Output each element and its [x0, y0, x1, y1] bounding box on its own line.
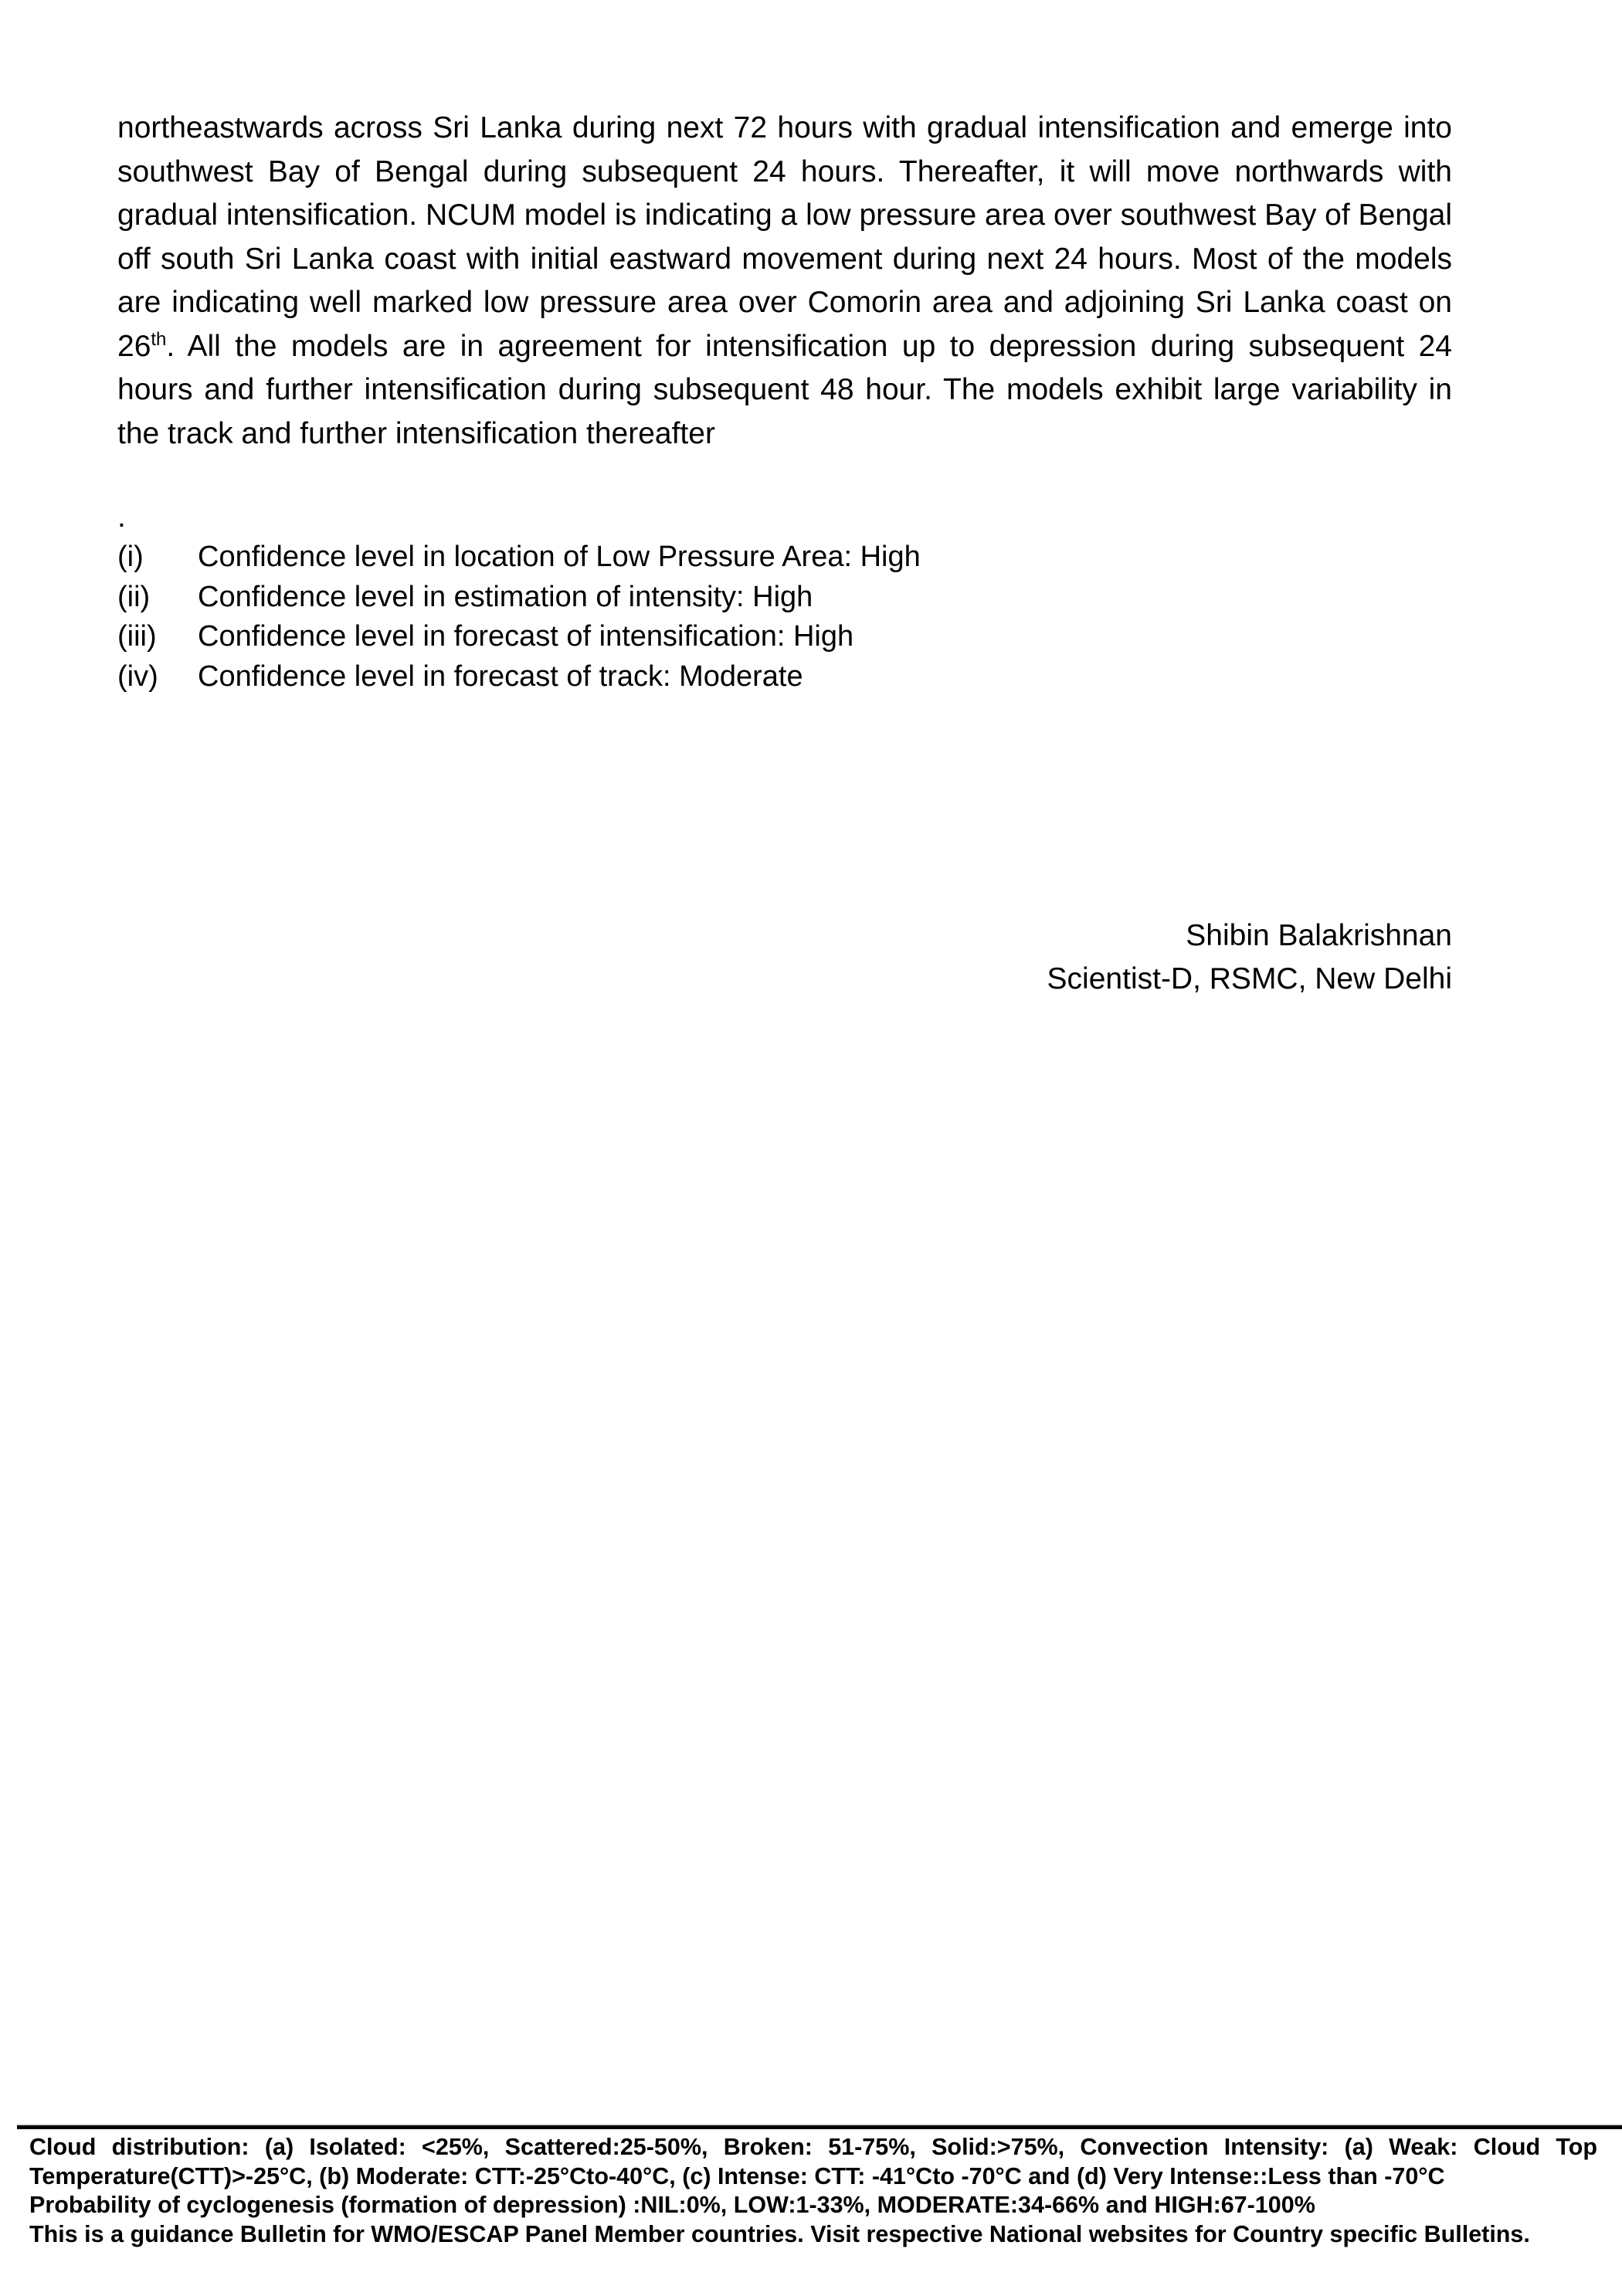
confidence-item — [117, 617, 921, 657]
footer-divider — [17, 2125, 1622, 2129]
forecast-discussion-paragraph — [117, 107, 1452, 456]
confidence-item-number: (ii) — [117, 580, 151, 613]
signatory-designation: Scientist-D, RSMC, New Delhi — [1047, 962, 1452, 995]
confidence-item-text: Confidence level in forecast of intensification: High — [198, 620, 854, 653]
confidence-item-text: Confidence level in estimation of intensity: High — [198, 580, 813, 613]
confidence-item-text: Confidence level in forecast of track: Moderate — [198, 660, 803, 693]
confidence-level-list — [117, 538, 921, 697]
confidence-item-number: (iv) — [117, 660, 158, 693]
paragraph-text-part1: northeastwards across Sri Lanka during next 72 hours with gradual intensification and emerge into southwest Bay of Bengal during subsequent 24 hours. Thereafter, it will move northwards with gradual intensification. NCUM model is indicating a low pressure area over southwest Bay of Bengal off south Sri Lanka coast with initial eastward movement during next 24 hours. Most of the models are indicating well marked low pressure area over Comorin area and adjoining Sri Lanka coast on 26 — [117, 111, 1452, 363]
footer-cyclogenesis-note: Probability of cyclogenesis (formation of depression) :NIL:0%, LOW:1-33%, MODERATE:34-66% and HIGH:67-100% — [29, 2192, 1315, 2218]
footer-guidance-note: This is a guidance Bulletin for WMO/ESCAP Panel Member countries. Visit respective National websites for Country specific Bulletins. — [29, 2220, 1530, 2247]
footer-notes — [29, 2133, 1597, 2249]
paragraph-text-part2: . All the models are in agreement for intensification up to depression during subsequent 24 hours and further intensification during subsequent 48 hour. The models exhibit large variability in the track and further intensification thereafter — [117, 329, 1452, 450]
ordinal-suffix: th — [151, 328, 167, 350]
confidence-item-text: Confidence level in location of Low Pressure Area: High — [198, 541, 921, 573]
confidence-item — [117, 538, 921, 578]
signature-block — [1047, 914, 1452, 1001]
signatory-name: Shibin Balakrishnan — [1186, 919, 1452, 952]
confidence-item — [117, 578, 921, 618]
confidence-item-number: (iii) — [117, 620, 157, 653]
confidence-item — [117, 657, 921, 697]
stray-period: . — [117, 500, 126, 534]
footer-cloud-convection-note: Cloud distribution: (a) Isolated: <25%, Scattered:25-50%, Broken: 51-75%, Solid:>75%, Convection Intensity: (a) Weak: Cloud Top Temperature(CTT)>-25°C, (b) Moderate: CTT:-25°Cto-40°C, (c) Intense: CTT: -41°Cto -70°C and (d) Very Intense::Less than -70°C — [29, 2134, 1597, 2189]
confidence-item-number: (i) — [117, 541, 144, 573]
